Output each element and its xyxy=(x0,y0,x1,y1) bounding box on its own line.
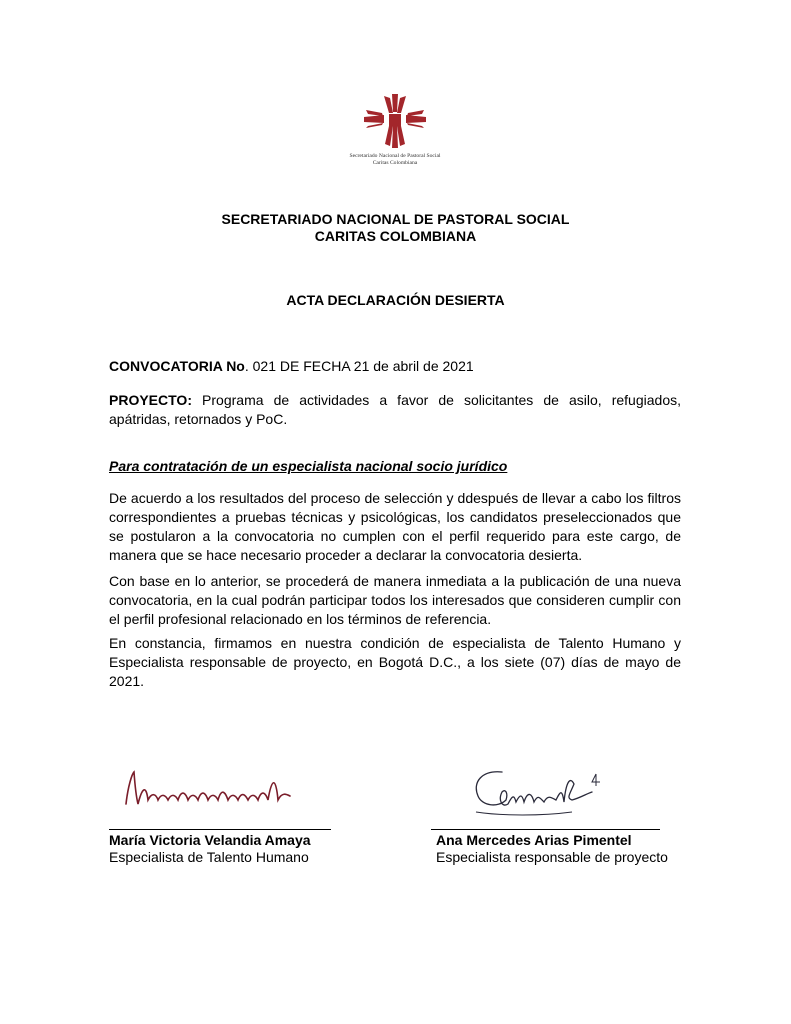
proyecto-paragraph xyxy=(109,391,681,429)
paragraph-2: Con base en lo anterior, se procederá de manera inmediata a la publicación de una nueva convocatoria, en la cual podrán participar todos los interesados que consideren cumplir con el perfil profesional relacionado en los términos de referencia. xyxy=(109,573,681,627)
convocatoria-text: . 021 DE FECHA 21 de abril de 2021 xyxy=(244,358,474,374)
org-name-line2: CARITAS COLOMBIANA xyxy=(314,228,477,244)
signature-1 xyxy=(118,766,298,821)
org-name-line1: SECRETARIADO NACIONAL DE PASTORAL SOCIAL xyxy=(221,211,570,227)
signature-line-2 xyxy=(431,829,660,830)
logo-caption-line2: Caritas Colombiana xyxy=(372,160,418,166)
paragraph-3: En constancia, firmamos en nuestra condición de especialista de Talento Humano y Especialista responsable de proyecto, en Bogotá D.C., a los siete (07) días de mayo de 2021. xyxy=(109,635,681,689)
signature-2 xyxy=(462,764,612,831)
signature-line-1 xyxy=(109,829,331,830)
signatory-1-role: Especialista de Talento Humano xyxy=(109,849,309,865)
paragraph-1: De acuerdo a los resultados del proceso de selección y ddespués de llevar a cabo los filtros correspondientes a pruebas técnicas y psicológicas, los candidatos preseleccionados que se postularon a la convocatoria no cumplen con el perfil requerido para este cargo, de manera que se hace necesario proceder a declarar la convocatoria desierta. xyxy=(109,490,681,563)
caritas-cross-icon xyxy=(362,92,428,150)
logo-caption xyxy=(336,153,454,167)
proyecto-label: PROYECTO: xyxy=(109,392,192,408)
signatory-2-name: Ana Mercedes Arias Pimentel xyxy=(436,832,632,848)
proyecto-text: Programa de actividades a favor de solicitantes de asilo, refugiados, apátridas, retornados y PoC. xyxy=(109,392,681,427)
signatory-1-name: María Victoria Velandia Amaya xyxy=(109,832,311,848)
section-heading: Para contratación de un especialista nacional socio jurídico xyxy=(109,458,508,474)
document-title: ACTA DECLARACIÓN DESIERTA xyxy=(286,292,505,308)
caritas-logo xyxy=(336,92,454,172)
convocatoria-line xyxy=(109,357,681,376)
signatory-2-role: Especialista responsable de proyecto xyxy=(436,849,668,865)
logo-caption-line1: Secretariado Nacional de Pastoral Social xyxy=(349,153,441,159)
convocatoria-label: CONVOCATORIA No xyxy=(109,358,245,374)
